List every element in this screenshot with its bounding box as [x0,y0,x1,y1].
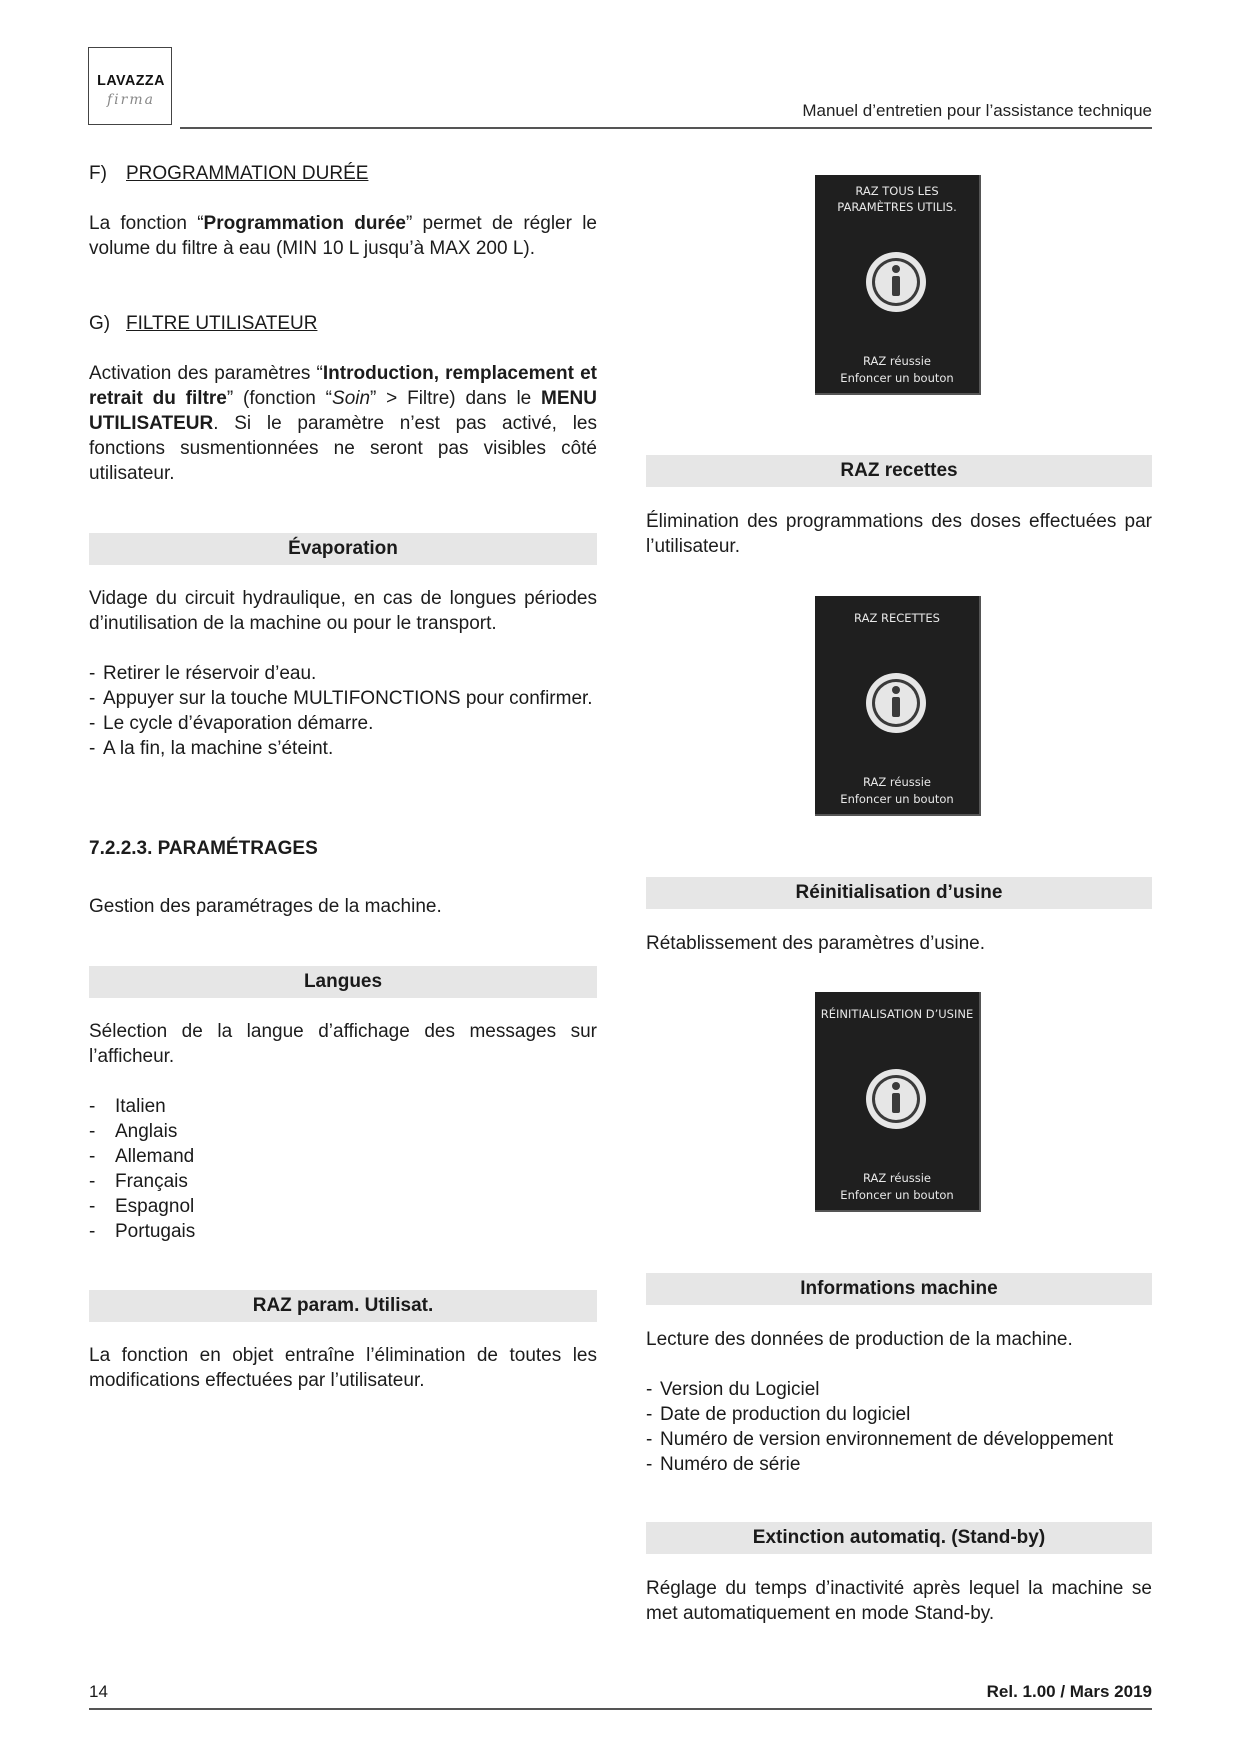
langues-list [89,1094,597,1244]
info-item: - Version du Logiciel [646,1377,1152,1402]
section-f-title: PROGRAMMATION DURÉE [126,163,369,184]
parametrages-paragraph: Gestion des paramétrages de la machine. [89,896,442,917]
section-g-letter: G) [89,313,111,334]
screen-footer: RAZ réussie Enfoncer un bouton [840,354,954,385]
logo-subtitle: firma [107,92,155,108]
page-number: 14 [89,1682,108,1701]
reinit-paragraph: Rétablissement des paramètres d’usine. [646,933,986,954]
release-info: Rel. 1.00 / Mars 2019 [986,1682,1152,1701]
screen-title: RÉINITIALISATION D’USINE [820,1007,974,1021]
evaporation-steps [89,661,597,761]
screen-footer: RAZ réussie Enfoncer un bouton [840,775,954,806]
evaporation-step: - Le cycle d’évaporation démarre. [89,711,597,736]
section-f-paragraph: La fonction “Programmation durée” permet de régler le volume du filtre à eau (MIN 10 L jusqu’à MAX 200 L). [89,213,597,259]
lavazza-logo [88,47,172,125]
evaporation-step: - A la fin, la machine s’éteint. [89,736,597,761]
info-machine-list [646,1377,1152,1477]
standby-paragraph: Réglage du temps d’inactivité après lequel la machine se met automatiquement en mode Stand-by. [646,1578,1152,1624]
screen-title: RAZ RECETTES [854,611,940,625]
evaporation-step: - Retirer le réservoir d’eau. [89,661,597,686]
langues-paragraph: Sélection de la langue d’affichage des messages sur l’afficheur. [89,1021,597,1067]
header-rule [180,127,1152,129]
language-item: - Espagnol [89,1194,597,1219]
info-machine-heading: Informations machine [646,1273,1152,1305]
language-item: - Portugais [89,1219,597,1244]
display-screen-raz-tous [815,175,981,395]
info-icon [863,670,929,736]
info-icon [863,249,929,315]
language-item: - Italien [89,1094,597,1119]
info-icon [863,1066,929,1132]
raz-recettes-paragraph: Élimination des programmations des doses effectuées par l’utilisateur. [646,511,1152,557]
header-title: Manuel d’entretien pour l’assistance technique [802,101,1152,120]
info-item: - Numéro de version environnement de développement [646,1427,1152,1452]
display-screen-reinit [815,992,981,1212]
info-item: - Date de production du logiciel [646,1402,1152,1427]
section-f-letter: F) [89,163,107,184]
language-item: - Anglais [89,1119,597,1144]
raz-recettes-heading: RAZ recettes [646,455,1152,487]
screen-title: RAZ TOUS LES PARAMÈTRES UTILIS. [837,184,957,214]
evaporation-step: - Appuyer sur la touche MULTIFONCTIONS pour confirmer. [89,686,597,711]
standby-heading: Extinction automatiq. (Stand-by) [646,1522,1152,1554]
section-heading-parametrages: 7.2.2.3. PARAMÉTRAGES [89,838,318,859]
info-item: - Numéro de série [646,1452,1152,1477]
raz-param-heading: RAZ param. Utilisat. [89,1290,597,1322]
logo-wordmark: LAVAZZA [97,72,165,89]
evaporation-heading: Évaporation [89,533,597,565]
langues-heading: Langues [89,966,597,998]
screen-footer: RAZ réussie Enfoncer un bouton [840,1171,954,1202]
section-g-paragraph: Activation des paramètres “Introduction, remplacement et retrait du filtre” (fonction “Soin” > Filtre) dans le MENU UTILISATEUR. Si le paramètre n’est pas activé, les fonctions susmentionnées ne seront pas visibles côté utilisateur. [89,363,598,484]
info-machine-paragraph: Lecture des données de production de la machine. [646,1329,1073,1350]
reinit-heading: Réinitialisation d’usine [646,877,1152,909]
language-item: - Allemand [89,1144,597,1169]
raz-param-paragraph: La fonction en objet entraîne l’élimination de toutes les modifications effectuées par l’utilisateur. [89,1345,597,1391]
language-item: - Français [89,1169,597,1194]
section-g-title: FILTRE UTILISATEUR [126,313,318,334]
footer-rule [89,1708,1152,1710]
display-screen-raz-recettes [815,596,981,816]
evaporation-paragraph: Vidage du circuit hydraulique, en cas de longues périodes d’inutilisation de la machine ou pour le transport. [89,588,597,634]
